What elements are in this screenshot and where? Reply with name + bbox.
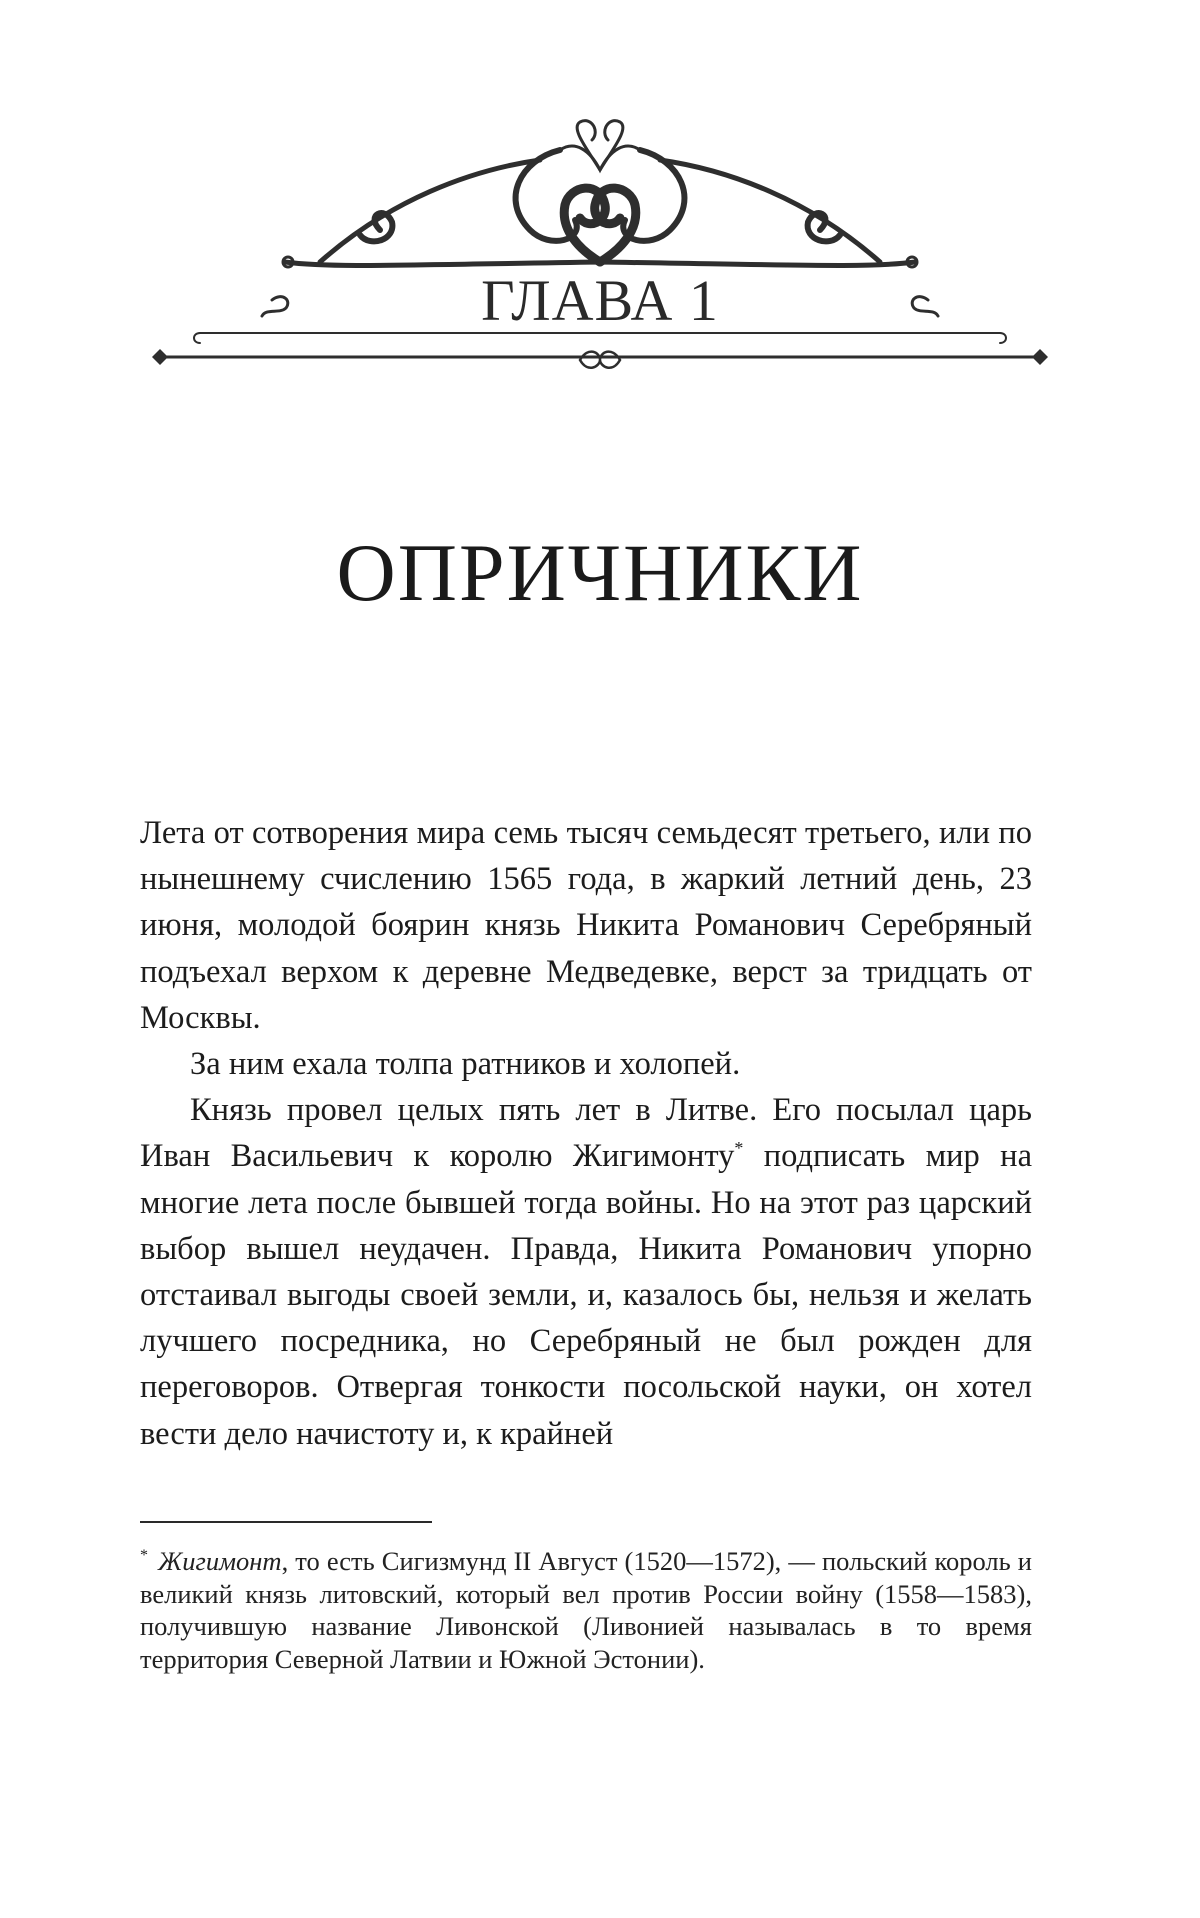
chapter-body bbox=[140, 810, 1032, 1457]
ornament-diamond-left bbox=[152, 349, 168, 365]
footnote-mark: * bbox=[140, 1547, 148, 1565]
footnote-term: Жигимонт bbox=[158, 1546, 282, 1576]
paragraph-1: Лета от сотворения мира семь тысяч семьдесят третьего, или по нынешнему счислению 1565 года, в жаркий летний день, 23 июня, молодой боярин князь Никита Романович Серебряный подъехал верхом к деревне Медведевке, верст за тридцать от Москвы. bbox=[140, 815, 1032, 1036]
ornament-diamond-right bbox=[1032, 349, 1048, 365]
footnote-divider bbox=[140, 1521, 432, 1523]
footnote-text: , то есть Сигизмунд II Август (1520—1572), — польский король и великий князь литовский, который вел против России войну (1558—1583), получившую название Ливонской (Ливонией называлась в то время территория Северной Латвии и Южной Эстонии). bbox=[140, 1546, 1032, 1674]
footnote bbox=[140, 1545, 1032, 1675]
ornament-arch-right bbox=[660, 160, 880, 262]
ornament-center-knot bbox=[580, 352, 620, 368]
paragraph-3 bbox=[140, 1087, 1032, 1457]
paragraph-2: За ним ехала толпа ратников и холопей. bbox=[190, 1046, 741, 1083]
ornament-arch-left bbox=[320, 160, 540, 262]
chapter-header-ornament bbox=[0, 0, 1200, 420]
paragraph-3-text-end: подписать мир на многие лета после бывшей тогда войны. Но на этот раз царский выбор вышел неудачен. Правда, Никита Романович упорно отстаивал выгоды своей земли, и, казалось бы, нельзя и желать лучшего посредника, но Серебряный не был рожден для переговоров. Отвергая тонкости посольской науки, он хотел вести дело начистоту и, к крайней bbox=[140, 1138, 1032, 1452]
footnote-reference-mark[interactable]: * bbox=[734, 1138, 744, 1159]
paragraph-3-text-start: Князь провел целых пять лет в Литве. Его посылал царь Иван Васильевич к королю Жигимонту bbox=[140, 1092, 1032, 1175]
chapter-title: ОПРИЧНИКИ bbox=[336, 527, 864, 618]
ornament-scroll-right bbox=[595, 188, 636, 262]
chapter-label: ГЛАВА 1 bbox=[481, 268, 719, 333]
